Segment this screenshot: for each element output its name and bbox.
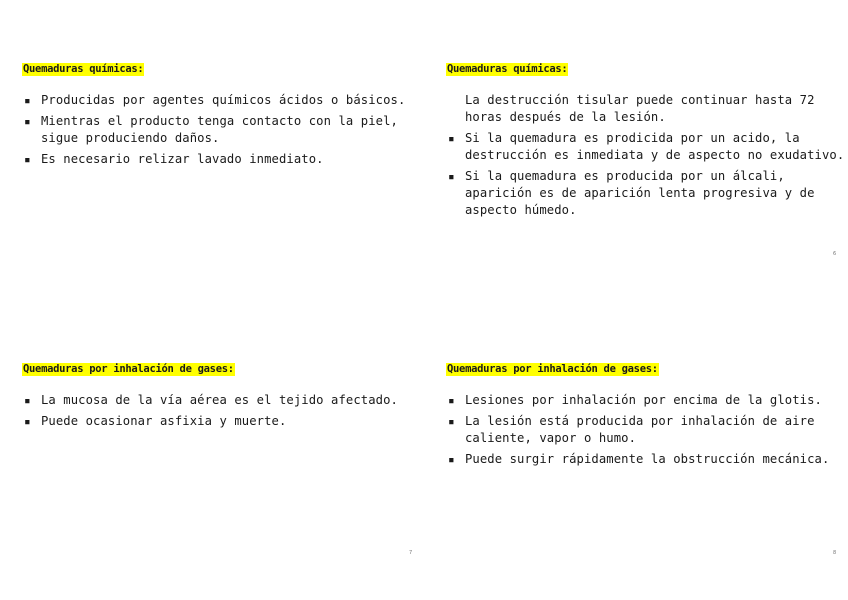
list-item: ▪ Si la quemadura es producida por un álcali, aparición es de aparición lenta progresiva y de aspecto húmedo. — [448, 169, 815, 217]
bullet-icon: ▪ — [448, 394, 455, 407]
bullet-icon: ▪ — [24, 394, 31, 407]
list-item: ▪ Producidas por agentes químicos ácidos o básicos. — [24, 93, 406, 107]
list-item: ▪ Si la quemadura es prodicida por un acido, la destrucción es inmediata y de aspecto no exudativo. — [448, 131, 845, 162]
slide-title: Quemaduras químicas: — [447, 63, 568, 75]
list-item: ▪ Puede surgir rápidamente la obstrucción mecánica. — [448, 452, 830, 466]
list-item: ▪ Mientras el producto tenga contacto con la piel, sigue produciendo daños. — [24, 114, 398, 145]
bullet-list — [446, 392, 846, 468]
bullet-icon: ▪ — [448, 415, 455, 428]
slide-1 — [22, 57, 422, 172]
bullet-icon: ▪ — [24, 115, 31, 128]
list-item: ▪ Lesiones por inhalación por encima de la glotis. — [448, 393, 822, 407]
page-number: 8 — [833, 550, 837, 556]
list-item: ▪ Es necesario relizar lavado inmediato. — [24, 152, 324, 166]
slide-4 — [446, 357, 846, 472]
list-item: ▪ La mucosa de la vía aérea es el tejido afectado. — [24, 393, 398, 407]
bullet-icon: ▪ — [24, 94, 31, 107]
slide-title: Quemaduras químicas: — [23, 63, 144, 75]
bullet-list — [22, 92, 422, 168]
bullet-icon: ▪ — [448, 132, 455, 145]
bullet-icon: ▪ — [24, 153, 31, 166]
slide-title: Quemaduras por inhalación de gases: — [23, 363, 234, 375]
bullet-list — [446, 92, 846, 219]
list-item: ▪ Puede ocasionar asfixia y muerte. — [24, 414, 287, 428]
slide-title: Quemaduras por inhalación de gases: — [447, 363, 658, 375]
list-item: ▪ La lesión está producida por inhalación de aire caliente, vapor o humo. — [448, 414, 815, 445]
bullet-icon: ▪ — [448, 453, 455, 466]
page-number: 7 — [409, 550, 413, 556]
bullet-icon: ▪ — [448, 170, 455, 183]
page-number: 6 — [833, 251, 837, 257]
slide-3 — [22, 357, 422, 434]
list-item: La destrucción tisular puede continuar hasta 72 horas después de la lesión. — [465, 93, 815, 124]
slide-2 — [446, 57, 846, 223]
bullet-icon: ▪ — [24, 415, 31, 428]
bullet-list — [22, 392, 422, 430]
